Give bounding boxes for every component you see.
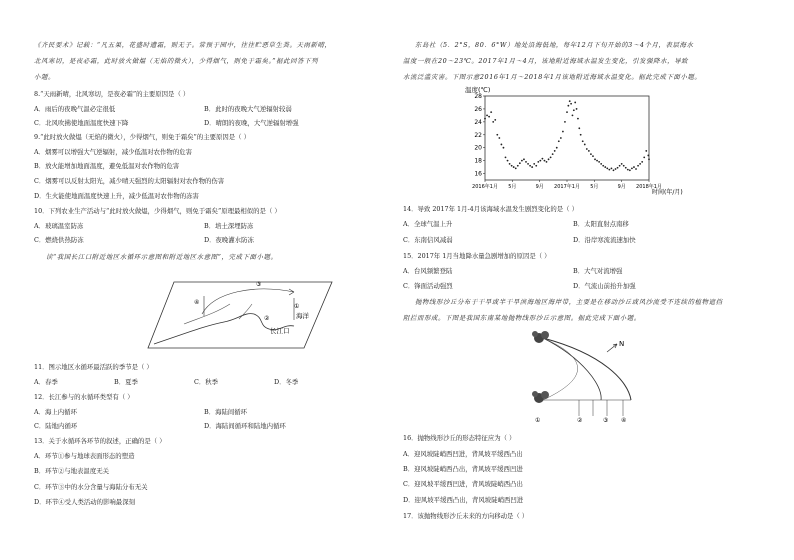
chart-axes [472,93,662,190]
question-10-options [34,223,374,229]
x-tick-label: 5月 [508,184,517,190]
option-d[interactable]: D．沿岸寒流流速加快 [573,236,636,244]
data-point [598,161,600,163]
data-point [567,105,569,107]
cycle-arrow [202,289,294,314]
data-point [576,108,578,110]
data-point [617,167,619,169]
dune-diagram [513,326,653,426]
data-point [527,163,529,165]
data-point [635,168,637,170]
intro-line: 小题。 [34,73,55,81]
data-point [608,169,610,171]
question-9: 9.“此时放火做煴（无焰的微火），少得烟气，则免于霜矣”的主要原因是（ ） [34,133,250,141]
option-d[interactable]: D．气流山前抬升加强 [573,282,636,290]
option-c[interactable]: C．环节③中的水分含量与海陆分布无关 [34,483,148,491]
data-point [558,140,560,142]
data-point [490,111,492,113]
question-12: 12．长江参与的水循环类型有（ ） [34,393,134,401]
data-point [584,144,586,146]
data-point [564,121,566,123]
data-point [529,165,531,167]
data-point [569,100,571,102]
data-point [544,160,546,162]
option-c[interactable]: C．锋面活动强烈 [403,282,453,290]
option-c[interactable]: C．北风吹拂使地面温度快速下降 [34,119,129,127]
question-13: 13．关于水循环各环节的叙述，正确的是（ ） [34,437,166,445]
data-point [594,158,596,160]
data-point [488,116,490,118]
data-point [542,158,544,160]
option-d[interactable]: D．海陆间循环和陆地内循环 [204,422,286,430]
option-b[interactable]: B．太阳直射点南移 [573,220,629,228]
data-point [484,118,486,120]
label-c4: ④ [194,299,200,306]
data-point [539,160,541,162]
option-a[interactable]: A．海上内循环 [34,408,77,416]
option-d[interactable]: D．晴朗的夜晚，大气逆辐射增强 [204,119,299,127]
option-b[interactable]: B．培土深埋防冻 [204,222,254,230]
x-tick-label: 2017年1月 [554,184,580,190]
option-c[interactable]: C．迎风坡平缓西凹进，背风坡陡峭西凸出 [403,480,523,488]
option-b[interactable]: B．大气对流增强 [573,267,623,275]
y-tick-label: 16 [474,170,482,178]
data-point [505,156,507,158]
data-point [515,167,517,169]
data-point [496,134,498,136]
intro-line: 北风寒切，是夜必霜，此时放火做煴（无焰的微火），少得烟气，则免于霜矣。”据此回答下列 [34,57,319,65]
option-b[interactable]: B．迎风坡陡峭西凸出，背风坡平缓西凹进 [403,465,523,473]
data-point [503,147,505,149]
y-tick-label: 28 [474,93,482,100]
data-point [554,150,556,152]
data-point [509,163,511,165]
data-point [492,121,494,123]
data-point [606,167,608,169]
option-b[interactable]: B．夏季 [114,378,138,386]
label-c4: ④ [621,417,627,424]
question-12-options [34,409,374,415]
x-tick-label: 9月 [617,184,626,190]
option-a[interactable]: A．台风频繁登陆 [403,267,453,275]
y-tick-label: 22 [474,131,482,139]
label-c1: ① [535,417,541,424]
data-point [641,161,643,163]
intro-line: 水流泛滥灾害。下图示意2016年1月～2018年1月该地附近海域水温变化。据此完成下面小题。 [403,73,702,81]
data-point [592,155,594,157]
dune-outer-arc [543,338,631,400]
data-point [627,169,629,171]
data-point [577,118,579,120]
option-a[interactable]: A．雨后的夜晚气温必定很低 [34,105,116,113]
option-c[interactable]: C．陆地内循环 [34,422,78,430]
x-tick-label: 9月 [535,184,544,190]
data-point [486,114,488,116]
question-14-options [403,237,743,243]
y-tick-label: 20 [474,144,482,152]
label-c3: ③ [603,417,609,424]
label-c2: ② [577,417,583,424]
data-point [531,166,533,168]
data-point [602,165,604,167]
data-point [574,102,576,104]
option-d[interactable]: D．夜晚灌水防冻 [204,236,254,244]
data-point [600,163,602,165]
label-estuary: 长江口 [270,327,290,335]
vegetation-icon [532,391,549,403]
option-b[interactable]: B．海陆间循环 [204,408,248,416]
dune-intro-line: 抛物线形沙丘分布于干旱或半干旱滨海地区海岸带，主要是在移动沙丘或风沙流受不连续的植物遮挡 [415,298,723,306]
data-point [625,167,627,169]
data-point [546,161,548,163]
chart-xlabel: 时间(年/月) [652,189,683,196]
data-point [578,127,580,129]
option-b[interactable]: B．环节②与地表温度无关 [34,467,109,475]
chart-frame [485,96,649,180]
question-15-options [403,268,743,274]
question-14-options [403,221,743,227]
intro-line: 东岛社（5．2°S，80．6°W）地处沿海低地，每年12月下旬开始的3～4个月，表层海水 [415,41,694,49]
data-point [586,148,588,150]
data-point [643,156,645,158]
data-point [511,165,513,167]
chart-ylabel: 温度(℃) [465,86,491,94]
data-point [645,150,647,152]
dune-intro-line: 阻拦而形成。下图是我国东南某地抛物线形沙丘示意图。据此完成下面小题。 [403,314,641,322]
data-point [588,150,590,152]
data-point [548,158,550,160]
data-point [613,169,615,171]
question-12-options [34,423,374,429]
label-c3: ③ [256,281,262,288]
data-point [611,167,613,169]
data-point [621,163,623,165]
label-sea: 海洋 [296,312,309,320]
intro-line: 温度一般在20～23℃。2017年1月～4月，该地附近海域水温发生变化，引发强降水，导致 [403,57,689,65]
option-c[interactable]: C．秋季 [194,378,219,386]
question-16: 16．抛物线形沙丘的形态特征应为（ ） [403,434,516,442]
option-b[interactable]: B．放火能增加地面温度，避免低温对农作物的危害 [34,162,180,170]
data-point [573,109,575,111]
data-point [519,162,521,164]
option-a[interactable]: A．烟雾可以增强大气逆辐射，减少低温对农作物的危害 [34,148,192,156]
option-c[interactable]: C．烟雾可以反射太阳光，减少晴天强烈的太阳辐射对农作物的伤害 [34,177,225,185]
diagram-intro: 读“我国长江口附近地区水循环示意图和附近地区水意图”，完成下面小题。 [46,253,278,261]
data-point [623,165,625,167]
temperature-chart [463,84,703,200]
question-15: 15．2017年 1月当地降水量急剧增加的原因是（ ） [403,252,551,260]
option-a[interactable]: A．全球气温上升 [403,220,453,228]
data-point [513,166,515,168]
data-point [596,160,598,162]
data-point [572,114,574,116]
question-8: 8.“天雨新晴，北风寒切，是夜必霜”的主要原因是（ ） [34,90,190,98]
y-tick-label: 26 [474,105,482,113]
question-10-options [34,237,374,243]
question-11: 11．图示地区水循环最活跃的季节是（ ） [34,363,153,371]
x-tick-label: 2018年1月 [636,184,662,190]
data-point [562,131,564,133]
data-point [637,165,639,167]
data-point [533,163,535,165]
intro-line: 《齐民要术》记载：“凡五果，花盛时遭霜，则无子。常预于园中，往往贮恶草生粪。天雨新晴， [34,41,332,49]
option-a[interactable]: A．玻璃温室防冻 [34,222,84,230]
y-tick-label: 18 [474,157,482,165]
x-tick-label: 2016年1月 [472,184,498,190]
north-arrow-icon [607,344,617,352]
data-point [501,144,503,146]
label-c1: ① [294,303,300,310]
data-point [647,155,649,157]
question-11-options [34,379,354,385]
question-8-options [34,106,374,112]
data-point [615,168,617,170]
question-17: 17．该抛物线形沙丘未来的方向移动是（ ） [403,512,529,520]
water-cycle-diagram [144,274,334,354]
north-label: N [619,340,625,348]
chart-points [484,100,650,171]
option-c[interactable]: C．燃烧供热防冻 [34,236,84,244]
option-a[interactable]: A．春季 [34,378,58,386]
data-point [590,153,592,155]
question-15-options [403,283,743,289]
option-c[interactable]: C．东南信风减弱 [403,236,453,244]
question-10: 10．下列农业生产活动与“此时放火做煴，少得烟气，则免于霜矣”原理最相似的是（ ） [34,207,281,215]
option-a[interactable]: A．环节①参与地球表面形态的塑造 [34,452,135,460]
option-d[interactable]: D．环节④受人类活动的影响最深刻 [34,498,135,506]
data-point [517,165,519,167]
data-point [507,160,509,162]
data-point [552,153,554,155]
data-point [648,158,650,160]
option-d[interactable]: D．生火能使地面温度快速上升，减少低温对农作物的冻害 [34,192,199,200]
y-tick-label: 24 [474,118,482,126]
data-point [633,166,635,168]
data-point [494,119,496,121]
label-c2: ② [264,315,270,322]
option-a[interactable]: A．迎风坡陡峭西凹进，背风坡平缓西凸出 [403,450,523,458]
data-point [629,169,631,171]
data-point [550,156,552,158]
data-point [631,167,633,169]
data-point [537,161,539,163]
vegetation-icon [532,331,549,343]
data-point [604,166,606,168]
data-point [556,147,558,149]
data-point [525,161,527,163]
x-tick-label: 5月 [590,184,599,190]
option-d[interactable]: D．冬季 [274,378,299,386]
data-point [535,165,537,167]
option-b[interactable]: B．此时的夜晚大气逆辐射较弱 [204,105,292,113]
question-8-options [34,120,374,126]
data-point [523,158,525,160]
data-point [619,165,621,167]
data-point [639,163,641,165]
data-point [580,134,582,136]
data-point [566,111,568,113]
data-point [582,140,584,142]
river-lines [184,304,252,324]
option-d[interactable]: D．迎风坡平缓西凸出，背风坡陡峭西凹进 [403,496,524,504]
data-point [570,103,572,105]
data-point [521,160,523,162]
data-point [498,137,500,139]
data-point [560,137,562,139]
question-14: 14．导致 2017年 1月-4月该海域水温发生剧烈变化的是（ ） [403,205,578,213]
